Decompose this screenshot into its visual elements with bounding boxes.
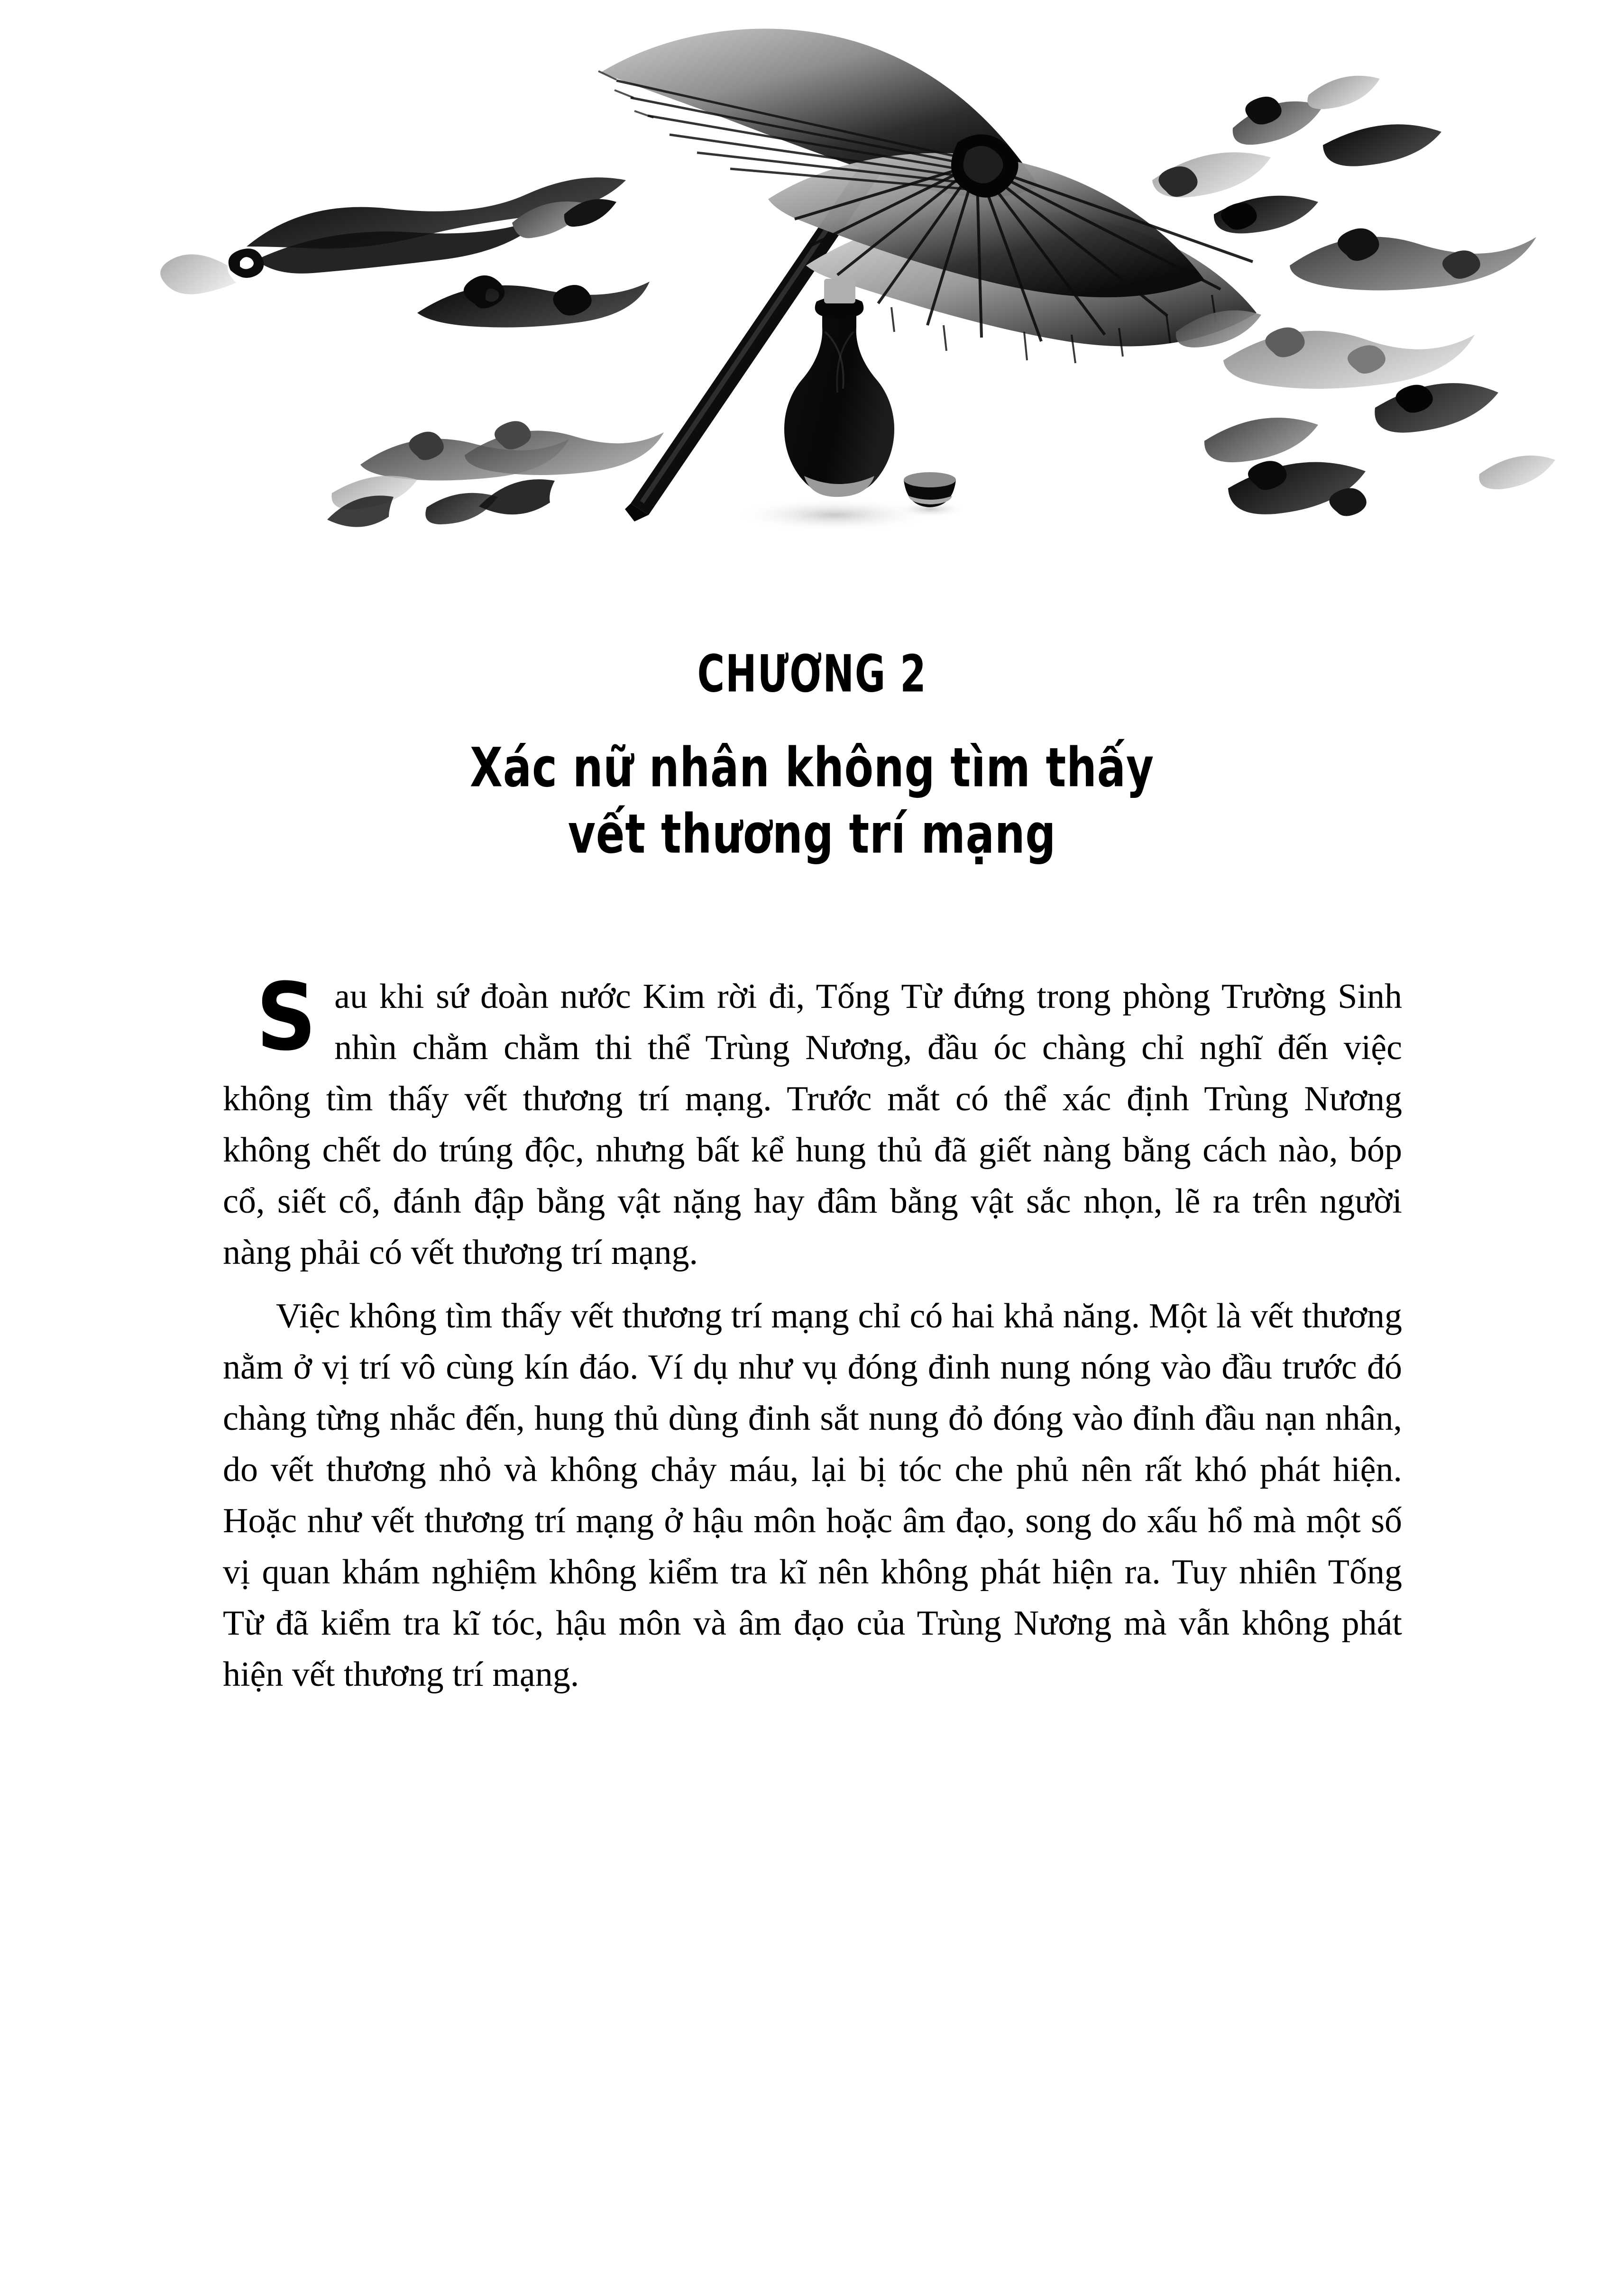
chapter-title-line-2: vết thương trí mạng xyxy=(568,802,1056,866)
chapter-body xyxy=(223,963,1402,1712)
ink-clouds-left xyxy=(160,177,650,527)
wine-cup xyxy=(895,472,965,518)
chapter-heading-block xyxy=(0,644,1624,866)
chapter-title xyxy=(114,694,1511,867)
paragraph-1-text: au khi sứ đoàn nước Kim rời đi, Tống Từ đứng trong phòng Trường Sinh nhìn chằm chằm thi thể Trùng Nương, đầu óc chàng chỉ nghĩ đến việc không tìm thấy vết thương trí mạng. Trước mắt có thể xác định Trùng Nương không chết do trúng độc, nhưng bất kể hung thủ đã giết nàng bằng cách nào, bóp cổ, siết cổ, đánh đập bằng vật nặng hay đâm bằng vật sắc nhọn, lẽ ra trên người nàng phải có vết thương trí mạng. xyxy=(223,977,1402,1272)
paragraph-1 xyxy=(223,963,1402,1278)
chapter-title-line-1: Xác nữ nhân không tìm thấy xyxy=(469,736,1155,800)
paper-parasol xyxy=(598,28,1257,521)
paragraph-2: Việc không tìm thấy vết thương trí mạng chỉ có hai khả năng. Một là vết thương nằm ở vị trí vô cùng kín đáo. Ví dụ như vụ đóng đinh nung nóng vào đầu trước đó chàng từng nhắc đến, hung thủ dùng đinh sắt nung đỏ đóng vào đỉnh đầu nạn nhân, do vết thương nhỏ và không chảy máu, lại bị tóc che phủ nên rất khó phát hiện. Hoặc như vết thương trí mạng ở hậu môn hoặc âm đạo, song do xấu hổ mà một số vị quan khám nghiệm không kiểm tra kĩ nên không phát hiện ra. Tuy nhiên Tống Từ đã kiểm tra kĩ tóc, hậu môn và âm đạo của Trùng Nương mà vẫn không phát hiện vết thương trí mạng. xyxy=(223,1297,1402,1694)
drop-cap: S xyxy=(256,963,317,1071)
ink-wash-parasol-illustration xyxy=(0,0,1624,616)
chapter-number: CHƯƠNG 2 xyxy=(697,644,927,704)
